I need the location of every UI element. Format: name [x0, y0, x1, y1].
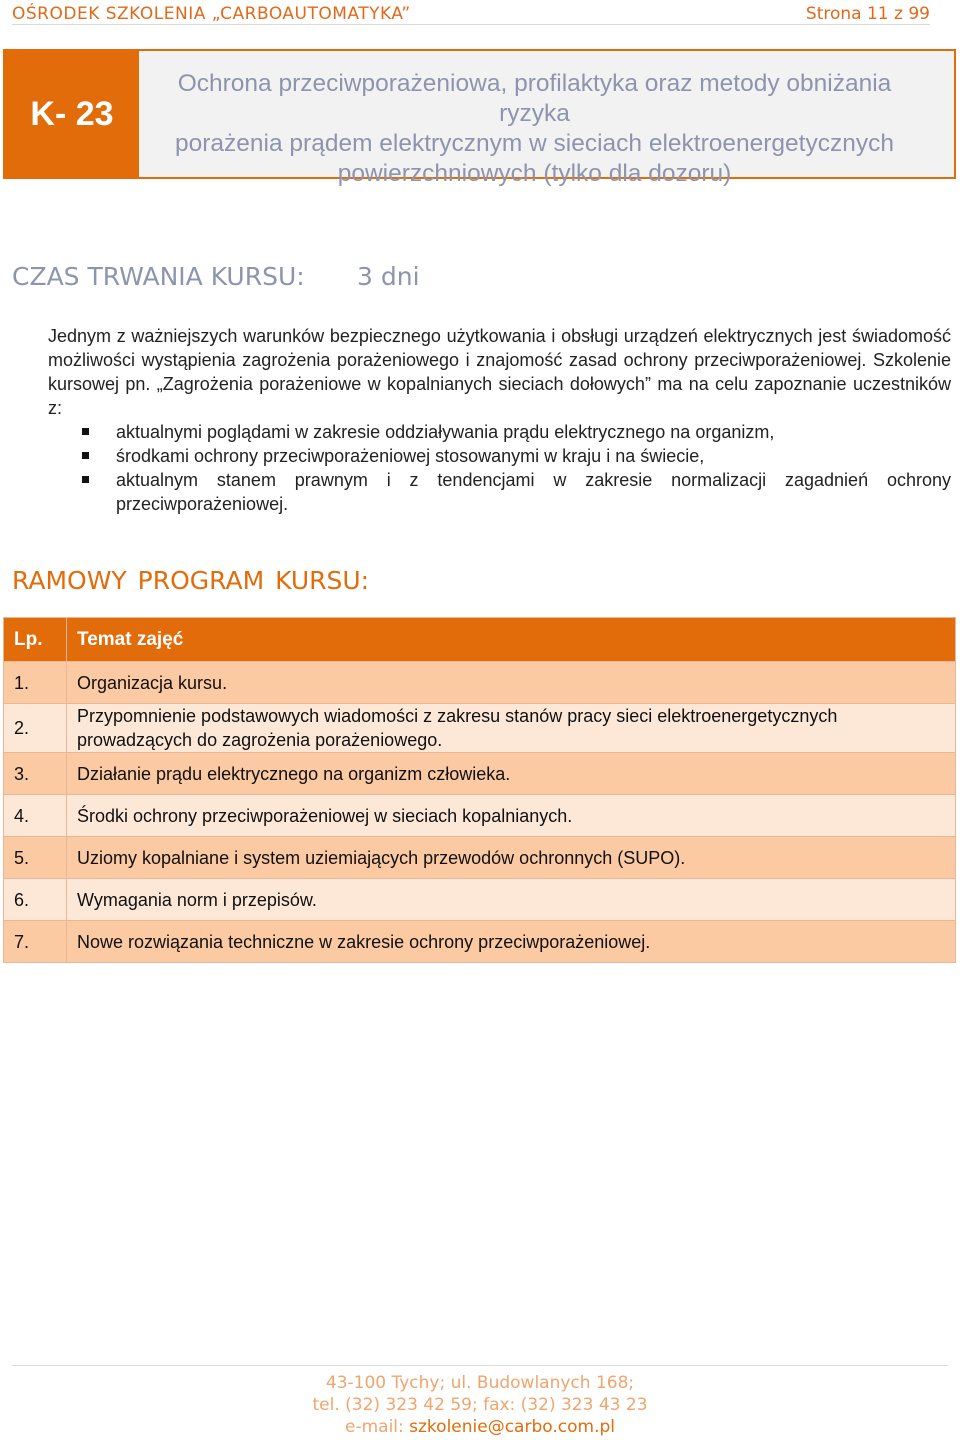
bullet-square-icon — [82, 476, 89, 483]
objectives-list — [48, 420, 951, 516]
row-number: 2. — [4, 704, 67, 753]
bullet-square-icon — [82, 428, 89, 435]
row-topic: Wymagania norm i przepisów. — [67, 879, 956, 921]
duration-value: 3 dni — [357, 262, 420, 291]
duration-label: CZAS TRWANIA KURSU: — [12, 262, 305, 291]
table-row — [4, 704, 956, 753]
table-row — [4, 879, 956, 921]
row-number: 6. — [4, 879, 67, 921]
footer-address: 43-100 Tychy; ul. Budowlanych 168; — [325, 1373, 635, 1393]
row-topic: Przypomnienie podstawowych wiadomości z zakresu stanów pracy sieci elektroenergetycznych prowadzących do zagrożenia porażeniowego. — [67, 704, 956, 753]
objective-item — [48, 420, 951, 444]
column-header-topic: Temat zajęć — [67, 618, 956, 662]
row-number: 3. — [4, 753, 67, 795]
course-title-line: Ochrona przeciwporażeniowa, profilaktyka oraz metody obniżania ryzyka — [177, 70, 892, 127]
objective-text: aktualnym stanem prawnym i z tendencjami w zakresie normalizacji zagadnień ochrony przeciwporażeniowej. — [116, 470, 951, 514]
row-topic: Środki ochrony przeciwporażeniowej w sieciach kopalnianych. — [67, 795, 956, 837]
row-topic: Organizacja kursu. — [67, 662, 956, 704]
footer-phone: tel. (32) 323 42 59; fax: (32) 323 43 23 — [312, 1395, 648, 1415]
objective-text: środkami ochrony przeciwporażeniowej stosowanymi w kraju i na świecie, — [116, 446, 705, 466]
table-header-row — [4, 618, 956, 662]
course-description — [48, 324, 951, 516]
description-paragraph: Jednym z ważniejszych warunków bezpiecznego użytkowania i obsługi urządzeń elektrycznych jest świadomość możliwości wystąpienia zagrożenia porażeniowego i znajomość zasad ochrony przeciwporażeniowej. Szkolenie kursowej pn. „Zagrożenia porażeniowe w kopalnianych sieciach dołowych” ma na celu zapoznanie uczestników z: — [48, 326, 951, 418]
table-row — [4, 753, 956, 795]
row-topic: Uziomy kopalniane i system uziemiających przewodów ochronnych (SUPO). — [67, 837, 956, 879]
row-number: 5. — [4, 837, 67, 879]
row-number: 4. — [4, 795, 67, 837]
row-number: 7. — [4, 921, 67, 963]
course-title-line: powierzchniowych (tylko dla dozoru) — [337, 160, 732, 187]
objective-item — [48, 444, 951, 468]
table-row — [4, 921, 956, 963]
footer-email-label: e-mail: — [345, 1417, 404, 1437]
page-number: Strona 11 z 99 — [805, 4, 930, 24]
row-topic: Nowe rozwiązania techniczne w zakresie ochrony przeciwporażeniowej. — [67, 921, 956, 963]
program-table — [3, 617, 956, 963]
row-topic: Działanie prądu elektrycznego na organizm człowieka. — [67, 753, 956, 795]
course-banner — [3, 49, 956, 187]
organization-name: OŚRODEK SZKOLENIA „CARBOAUTOMATYKA” — [12, 4, 411, 24]
bullet-square-icon — [82, 452, 89, 459]
course-title — [155, 69, 914, 189]
footer-email-line — [12, 1416, 948, 1438]
document-header — [12, 2, 930, 25]
footer-email-link[interactable]: szkolenie@carbo.com.pl — [409, 1417, 615, 1437]
column-header-lp: Lp. — [4, 618, 67, 662]
row-number: 1. — [4, 662, 67, 704]
table-row — [4, 795, 956, 837]
course-title-line: porażenia prądem elektrycznym w sieciach elektroenergetycznych — [175, 130, 894, 157]
table-row — [4, 662, 956, 704]
course-duration — [12, 262, 420, 291]
objective-item — [48, 468, 951, 516]
course-code: K- 23 — [5, 51, 139, 177]
objective-text: aktualnymi poglądami w zakresie oddziaływania prądu elektrycznego na organizm, — [116, 422, 775, 442]
document-footer — [12, 1365, 948, 1438]
table-row — [4, 837, 956, 879]
program-heading: RAMOWY PROGRAM KURSU: — [12, 566, 370, 595]
